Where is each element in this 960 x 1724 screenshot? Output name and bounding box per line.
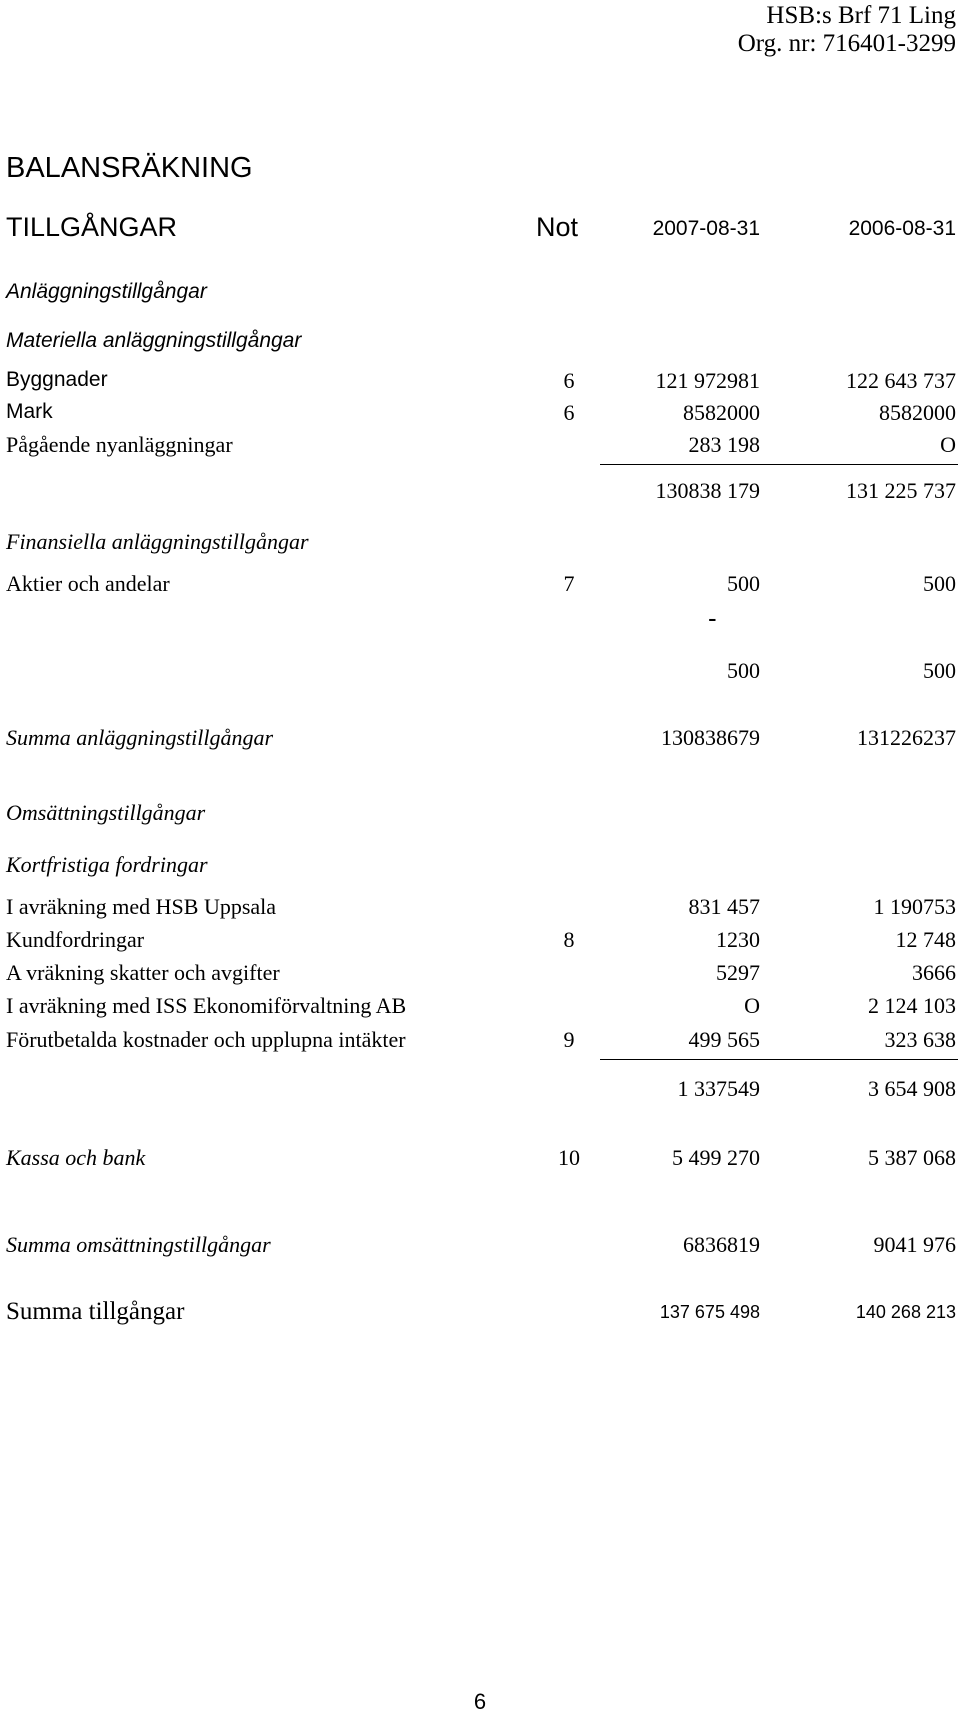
page-number: 6	[473, 1689, 487, 1714]
kassa-bank-label: Kassa och bank	[6, 1145, 146, 1170]
row-label: Aktier och andelar	[6, 571, 170, 596]
summa-omsattning-label: Summa omsättningstillgångar	[6, 1232, 271, 1257]
row-label: I avräkning med HSB Uppsala	[6, 894, 277, 919]
row-value-2006: O	[940, 432, 956, 457]
row-value-2007: 283 198	[688, 432, 760, 457]
row-note: 6	[563, 400, 575, 425]
association-name: HSB:s Brf 71 Ling	[766, 2, 956, 29]
materiella-subtotal-2007: 130838 179	[655, 478, 760, 503]
row-label: Pågående nyanläggningar	[6, 432, 233, 457]
row-value-2007: 5297	[716, 960, 760, 985]
anlaggningstillgangar-heading: Anläggningstillgångar	[6, 280, 207, 303]
subtotal-rule	[600, 1059, 958, 1060]
dash-mark: -	[708, 603, 717, 633]
omsattning-heading: Omsättningstillgångar	[6, 800, 206, 825]
year1-column-heading: 2007-08-31	[652, 217, 760, 240]
kortfristiga-subtotal-2006: 3 654 908	[868, 1076, 956, 1101]
row-value-2006: 122 643 737	[846, 368, 956, 393]
row-value-2007: 8582000	[683, 400, 760, 425]
subtotal-rule	[600, 464, 958, 465]
summa-tillgangar-2006: 140 268 213	[855, 1302, 956, 1322]
row-value-2007: 1230	[716, 927, 760, 952]
row-label: Byggnader	[6, 368, 108, 391]
summa-tillgangar-label: Summa tillgångar	[6, 1298, 185, 1325]
row-label: Kundfordringar	[6, 927, 145, 952]
finansiella-subtotal-2007: 500	[727, 658, 760, 683]
materiella-subtotal-2006: 131 225 737	[846, 478, 956, 503]
materiella-heading: Materiella anläggningstillgångar	[6, 329, 302, 352]
row-value-2007: O	[744, 993, 760, 1018]
row-label: Förutbetalda kostnader och upplupna intäkter	[6, 1027, 406, 1052]
row-value-2006: 12 748	[895, 927, 956, 952]
row-value-2007: 121 972981	[655, 368, 760, 393]
summa-anlaggning-2007: 130838679	[661, 725, 760, 750]
summa-tillgangar-2007: 137 675 498	[659, 1302, 760, 1322]
row-value-2007: 499 565	[688, 1027, 760, 1052]
row-value-2006: 1 190753	[873, 894, 956, 919]
summa-omsattning-2006: 9041 976	[873, 1232, 956, 1257]
finansiella-subtotal-2006: 500	[923, 658, 956, 683]
kortfristiga-subtotal-2007: 1 337549	[677, 1076, 760, 1101]
kassa-bank-2006: 5 387 068	[868, 1145, 956, 1170]
row-value-2006: 500	[923, 571, 956, 596]
row-note: 8	[563, 927, 575, 952]
section-heading-tillgangar: TILLGÅNGAR	[6, 212, 178, 242]
row-value-2006: 2 124 103	[868, 993, 956, 1018]
row-note: 9	[563, 1027, 575, 1052]
row-value-2006: 8582000	[879, 400, 956, 425]
kortfristiga-heading: Kortfristiga fordringar	[6, 852, 208, 877]
row-note: 6	[563, 368, 575, 393]
row-label: A vräkning skatter och avgifter	[6, 960, 280, 985]
kassa-bank-note: 10	[558, 1145, 580, 1170]
summa-anlaggning-2006: 131226237	[857, 725, 956, 750]
summa-anlaggning-label: Summa anläggningstillgångar	[6, 725, 274, 750]
row-value-2007: 831 457	[688, 894, 760, 919]
org-number: Org. nr: 716401-3299	[737, 30, 956, 57]
finansiella-heading: Finansiella anläggningstillgångar	[6, 529, 309, 554]
kassa-bank-2007: 5 499 270	[672, 1145, 760, 1170]
row-note: 7	[563, 571, 575, 596]
page-title: BALANSRÄKNING	[6, 152, 253, 184]
row-value-2006: 3666	[912, 960, 956, 985]
row-label: Mark	[6, 400, 53, 423]
note-column-heading: Not	[536, 212, 579, 242]
year2-column-heading: 2006-08-31	[848, 217, 956, 240]
row-value-2006: 323 638	[884, 1027, 956, 1052]
row-label: I avräkning med ISS Ekonomiförvaltning AB	[6, 993, 407, 1018]
row-value-2007: 500	[727, 571, 760, 596]
summa-omsattning-2007: 6836819	[683, 1232, 760, 1257]
